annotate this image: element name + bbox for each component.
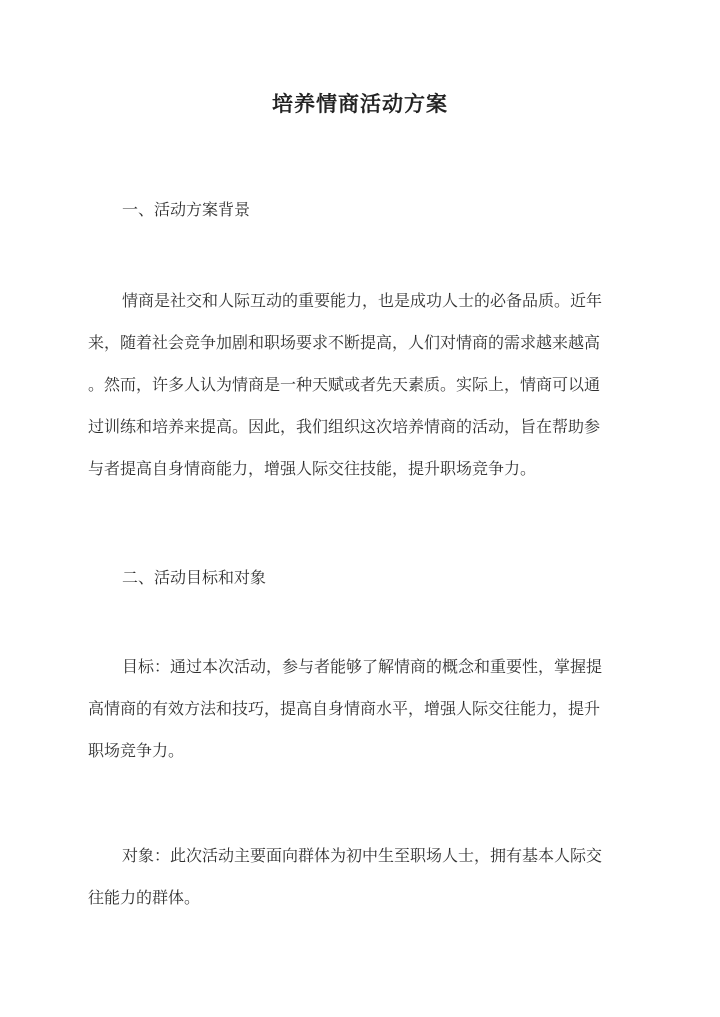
paragraph-goal — [88, 646, 636, 772]
paragraph-audience — [88, 835, 636, 919]
paragraph-line: 与者提高自身情商能力，增强人际交往技能，提升职场竞争力。 — [88, 459, 537, 478]
paragraph-line: 对象：此次活动主要面向群体为初中生至职场人士，拥有基本人际交 — [122, 846, 603, 865]
document-title: 培养情商活动方案 — [272, 91, 448, 116]
paragraph-line: 高情商的有效方法和技巧，提高自身情商水平，增强人际交往能力，提升 — [88, 699, 601, 718]
paragraph-line: 来，随着社会竞争加剧和职场要求不断提高，人们对情商的需求越来越高 — [88, 333, 601, 352]
paragraph-background — [88, 280, 636, 490]
section-heading-goals: 二、活动目标和对象 — [122, 568, 267, 587]
paragraph-line: 情商是社交和人际互动的重要能力，也是成功人士的必备品质。近年 — [122, 291, 603, 310]
paragraph-line: 往能力的群体。 — [88, 888, 201, 907]
section-heading-background: 一、活动方案背景 — [122, 200, 251, 219]
paragraph-line: 职场竞争力。 — [88, 741, 185, 760]
paragraph-line: 过训练和培养来提高。因此，我们组织这次培养情商的活动，旨在帮助参 — [88, 417, 601, 436]
paragraph-line: 目标：通过本次活动，参与者能够了解情商的概念和重要性，掌握提 — [122, 657, 603, 676]
paragraph-line: 。然而，许多人认为情商是一种天赋或者先天素质。实际上，情商可以通 — [88, 375, 601, 394]
